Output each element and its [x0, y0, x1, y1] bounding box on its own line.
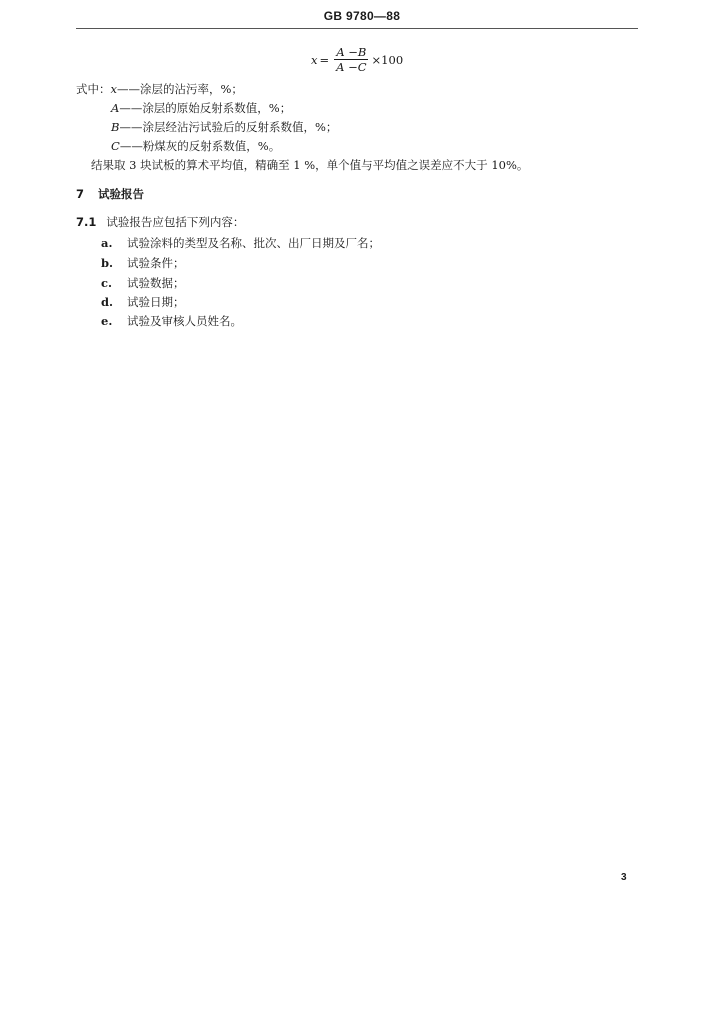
- formula-denominator: A −C: [336, 60, 367, 74]
- where-line-c: [111, 138, 280, 154]
- clause-7-1: [76, 214, 244, 230]
- list-item: [101, 255, 185, 271]
- list-item: [101, 275, 185, 291]
- formula-lhs: x: [311, 52, 318, 67]
- where-symbol: A: [111, 101, 120, 115]
- where-desc: ——涂层的沾污率，%；: [117, 82, 243, 96]
- where-symbol: C: [111, 139, 120, 153]
- where-desc: ——涂层经沾污试验后的反射系数值，%；: [119, 120, 338, 134]
- list-item-label: e.: [101, 314, 113, 328]
- fouling-rate-formula: [311, 45, 403, 74]
- where-intro: 式中：: [76, 82, 111, 96]
- list-item-label: c.: [101, 276, 113, 290]
- where-line-a: [111, 100, 291, 116]
- formula-fraction: [334, 45, 368, 74]
- header-rule: [76, 28, 638, 29]
- formula-numerator: A −B: [336, 45, 367, 59]
- list-item-label: a.: [101, 236, 113, 250]
- where-line-x: [76, 81, 243, 97]
- list-item-label: b.: [101, 256, 114, 270]
- list-item-text: 试验及审核人员姓名。: [127, 314, 242, 328]
- list-item-text: 试验日期；: [127, 295, 185, 309]
- result-paragraph: 结果取 3 块试板的算术平均值，精确至 1 %，单个值与平均值之误差应不大于 10%。: [91, 158, 529, 172]
- list-item: [101, 235, 380, 251]
- page-number: 3: [621, 872, 627, 883]
- formula-tail: ×100: [371, 52, 404, 67]
- where-desc: ——涂层的原始反射系数值，%；: [119, 101, 292, 115]
- list-item-label: d.: [101, 295, 114, 309]
- clause-text: 试验报告应包括下列内容：: [106, 215, 245, 229]
- where-line-b: [111, 119, 337, 135]
- where-symbol: x: [110, 82, 117, 96]
- document-header: GB 9780—88: [323, 9, 401, 23]
- list-item-text: 试验涂料的类型及名称、批次、出厂日期及厂名；: [127, 236, 380, 250]
- list-item: [101, 313, 242, 329]
- where-desc: ——粉煤灰的反射系数值，%。: [119, 139, 281, 153]
- list-item: [101, 294, 185, 310]
- list-item-text: 试验条件；: [127, 256, 185, 270]
- section-number: 7: [76, 187, 85, 201]
- section-7-heading: [76, 186, 144, 202]
- list-item-text: 试验数据；: [127, 276, 185, 290]
- where-symbol: B: [111, 120, 120, 134]
- formula-equals: =: [319, 52, 330, 67]
- clause-number: 7.1: [76, 215, 97, 229]
- section-title: 试验报告: [98, 187, 145, 201]
